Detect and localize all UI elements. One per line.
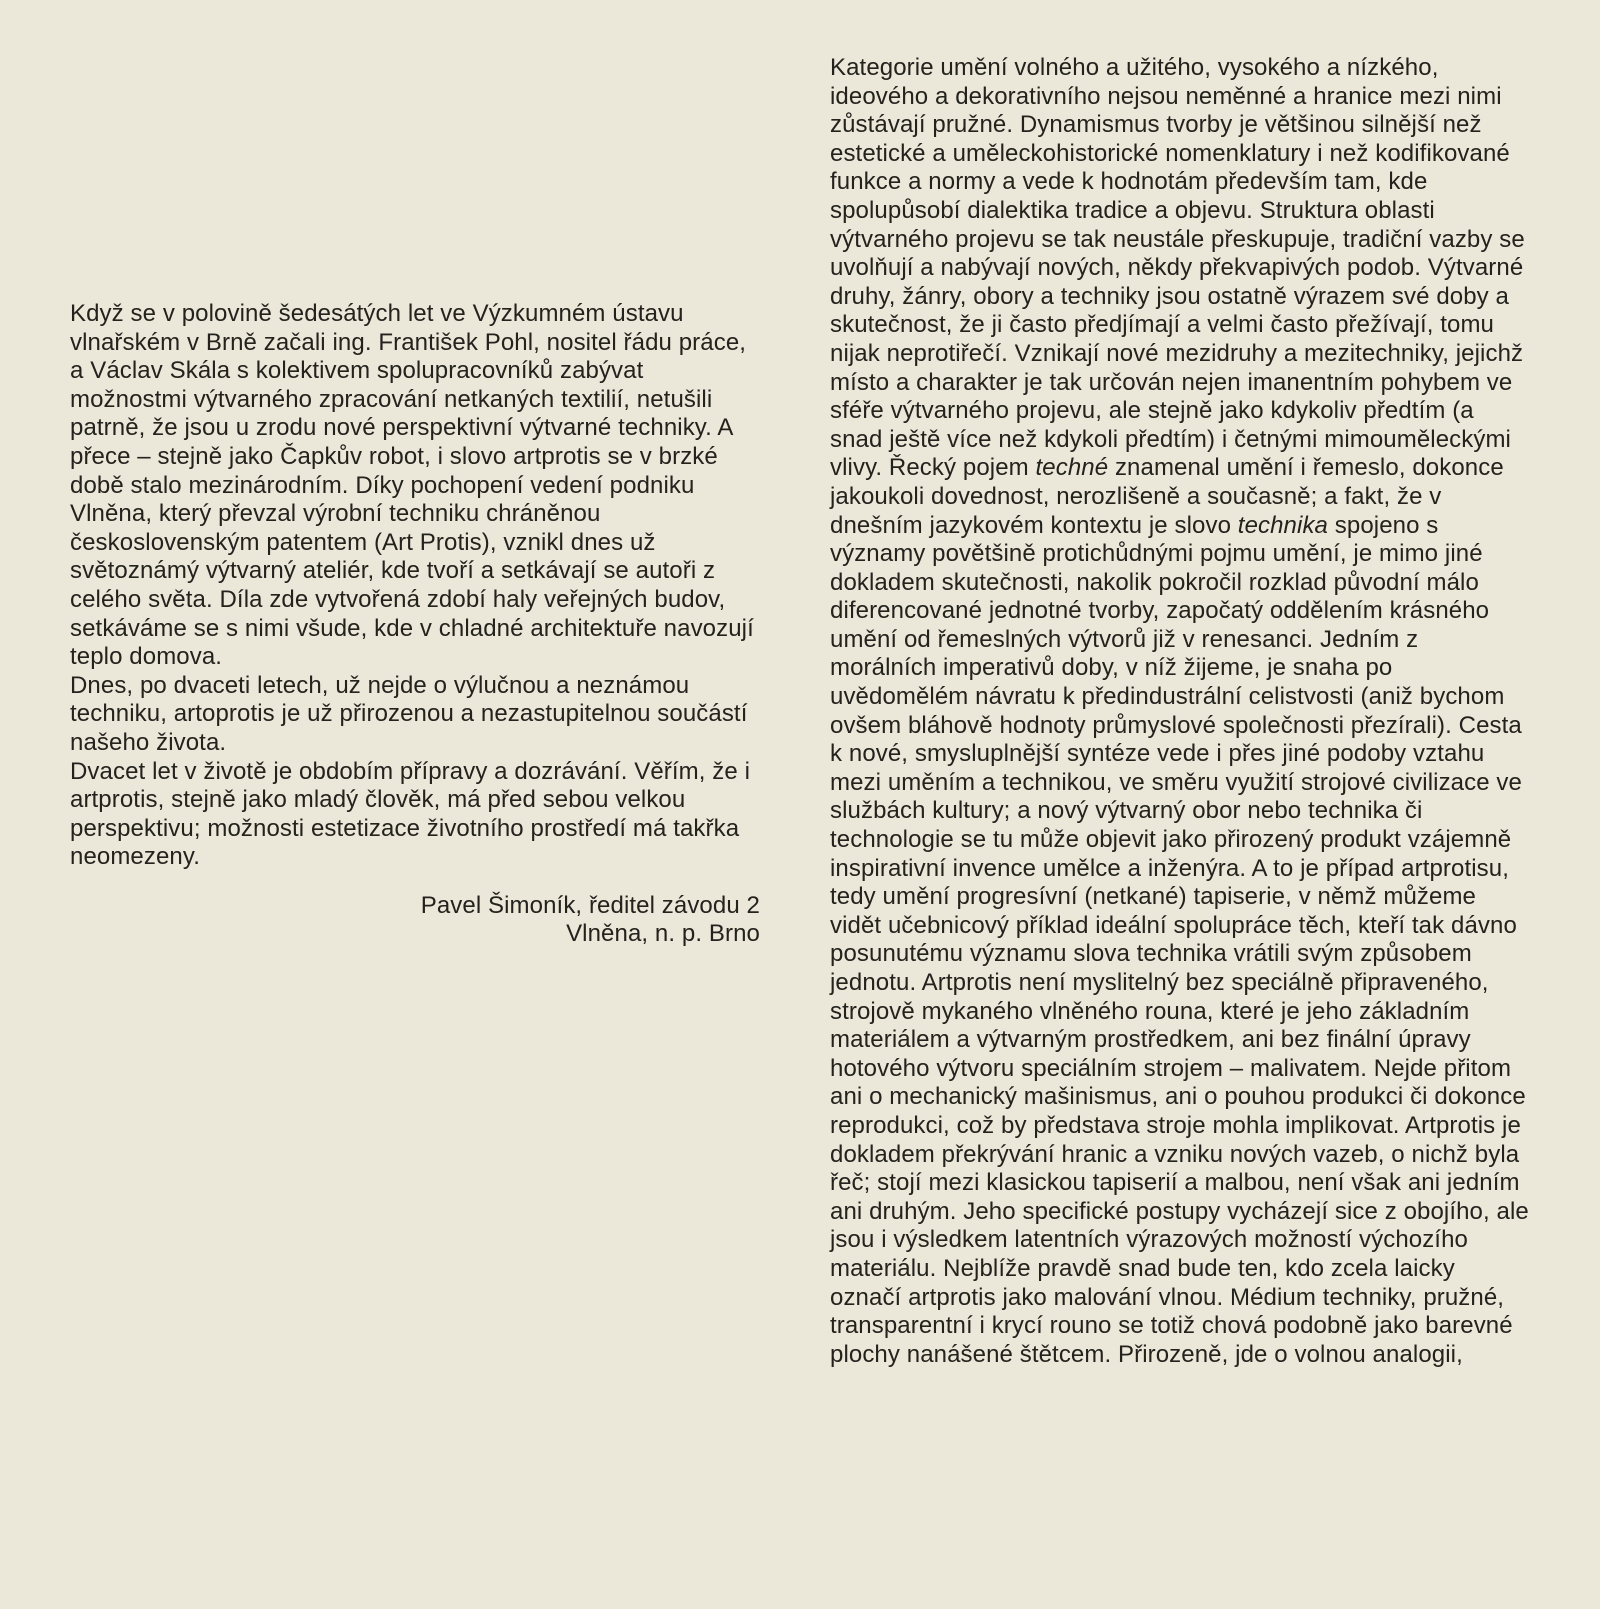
left-text-column — [70, 300, 760, 949]
signature-block — [70, 892, 760, 949]
signature-line: Pavel Šimoník, ředitel závodu 2 — [420, 891, 760, 919]
text-segment: Kategorie umění volného a užitého, vysokého a nízkého, ideového a dekorativního nejsou neměnné a hranice mezi nimi zůstávají pružné. Dynamismus tvorby je většinou silnější než estetické a uměleckohistorické nomenklatury i než kodifikované funkce a normy a vede k hodnotám především tam, kde spolupůsobí dialektika tradice a objevu. Struktura oblasti výtvarného projevu se tak neustále přeskupuje, tradiční vazby se uvolňují a nabývají nových, někdy překvapivých podob. Výtvarné druhy, žánry, obory a techniky jsou ostatně výrazem své doby a skutečnost, že ji často předjímají a velmi často přežívají, tomu nijak neprotiřečí. Vznikají nové mezidruhy a mezitechniky, jejichž místo a charakter je tak určován nejen imanentním pohybem ve sféře výtvarného projevu, ale stejně jako kdykoliv předtím (a snad ještě více než kdykoli předtím) i četnými mimouměleckými vlivy. Řecký pojem — [830, 54, 1525, 482]
italic-term: techné — [1035, 454, 1109, 482]
italic-term: technika — [1237, 511, 1328, 539]
right-paragraph — [830, 54, 1530, 1369]
left-paragraphs — [70, 300, 760, 872]
paragraph: Když se v polovině šedesátých let ve Výzkumném ústavu vlnařském v Brně začali ing. František Pohl, nositel řádu práce, a Václav Skála s kolektivem spolupracovníků zabývat možnostmi výtvarného zpracování netkaných textilií, netušili patrně, že jsou u zrodu nové perspektivní výtvarné techniky. A přece – stejně jako Čapkův robot, i slovo artprotis se v brzké době stalo mezinárodním. Díky pochopení vedení podniku Vlněna, který převzal výrobní techniku chráněnou československým patentem (Art Protis), vznikl dnes už světoznámý výtvarný ateliér, kde tvoří a setkávají se autoři z celého světa. Díla zde vytvořená zdobí haly veřejných budov, setkáváme se s nimi všude, kde v chladné architektuře navozují teplo domova. — [70, 300, 754, 671]
paragraph: Dvacet let v životě je obdobím přípravy a dozrávání. Věřím, že i artprotis, stejně jako mladý člověk, má před sebou velkou perspektivu; možnosti estetizace životního prostředí má takřka neomezeny. — [70, 757, 751, 871]
text-segment: spojeno s významy povětšině protichůdnými pojmu umění, je mimo jiné dokladem skutečnosti, nakolik pokročil rozklad původní málo diferencované jednotné tvorby, započatý oddělením krásného umění od řemeslných výtvorů již v renesanci. Jedním z morálních imperativů doby, v níž žijeme, je snaha po uvědomělém návratu k předindustrální celistvosti (aniž bychom ovšem bláhově hodnoty průmyslové společnosti přezírali). Cesta k nové, smysluplnější syntéze vede i přes jiné podoby vztahu mezi uměním a technikou, ve směru využití strojové civilizace ve službách kultury; a nový výtvarný obor nebo technika či technologie se tu může objevit jako přirozený produkt vzájemně inspirativní invence umělce a inženýra. A to je případ artprotisu, tedy umění progresívní (netkané) tapiserie, v němž můžeme vidět učebnicový příklad ideální spolupráce těch, kteří tak dávno posunutému významu slova technika vrátili svým způsobem jednotu. Artprotis není myslitelný bez speciálně připraveného, strojově mykaného vlněného rouna, které je jeho základním materiálem a výtvarným prostředkem, ani bez finální úpravy hotového výtvoru speciálním strojem – malivatem. Nejde přitom ani o mechanický mašinismus, ani o pouhou produkci či dokonce reprodukci, což by představa stroje mohla implikovat. Artprotis je dokladem překrývání hranic a vzniku nových vazeb, o nichž byla řeč; stojí mezi klasickou tapiserií a malbou, není však ani jedním ani druhým. Jeho specifické postupy vycházejí sice z obojího, ale jsou i výsledkem latentních výrazových možností výchozího materiálu. Nejblíže pravdě snad bude ten, kdo zcela laicky označí artprotis jako malování vlnou. Médium techniky, pružné, transparentní i krycí rouno se totiž chová podobně jako barevné plochy nanášené štětcem. Přirozeně, jde o volnou analogii, — [830, 511, 1529, 1368]
paragraph: Dnes, po dvaceti letech, už nejde o výlučnou a neznámou techniku, artoprotis je už přirozenou a nezastupitelnou součástí našeho života. — [70, 671, 748, 756]
signature-line: Vlněna, n. p. Brno — [566, 920, 760, 948]
right-text-column — [830, 54, 1530, 1369]
text-segment: znamenal umění i řemeslo, dokonce jakoukoli dovednost, nerozlišeně a současně; a fakt, že v dnešním jazykovém kontextu je slovo — [830, 454, 1504, 539]
